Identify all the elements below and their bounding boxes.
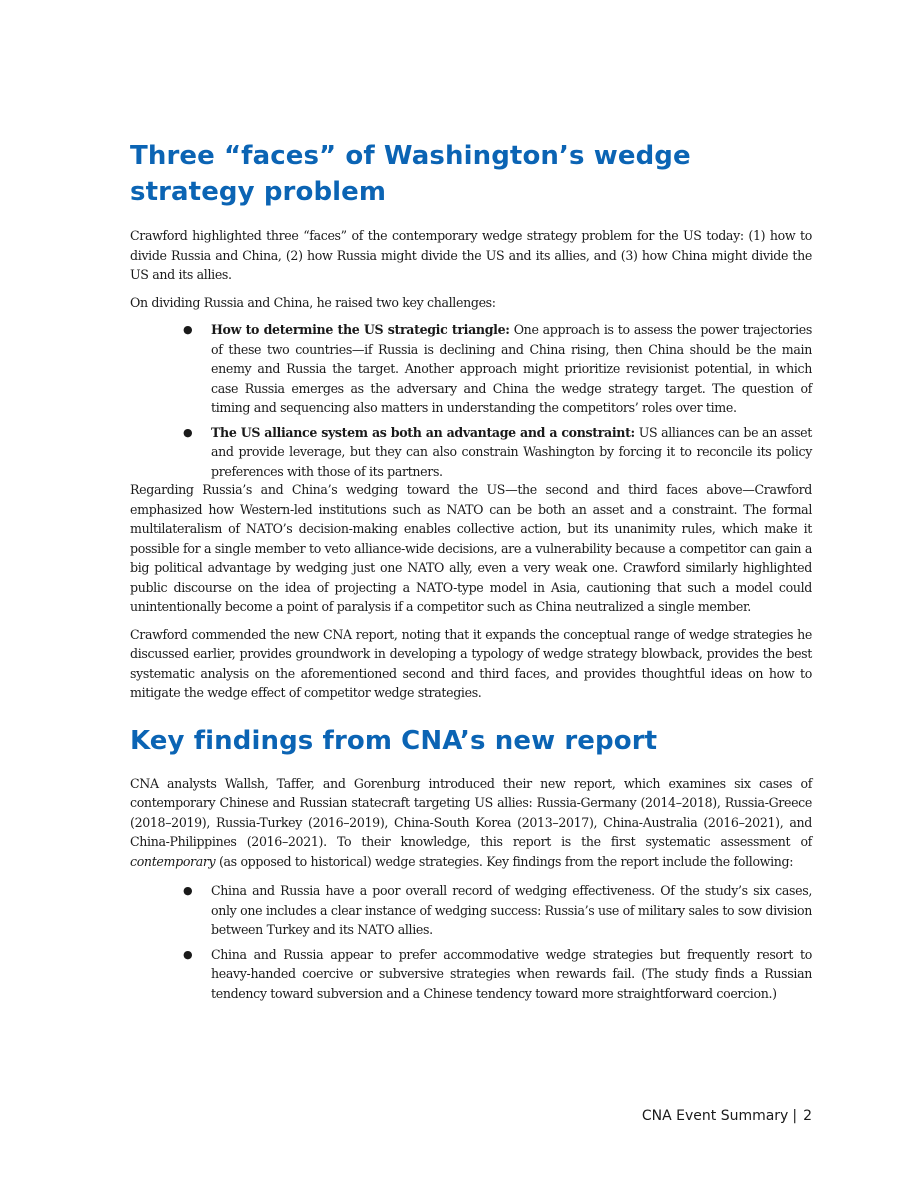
list-item — [183, 423, 812, 482]
paragraph-text: (as opposed to historical) wedge strategies. Key findings from the report include the following: — [215, 853, 794, 869]
bullet-text: China and Russia have a poor overall record of wedging effectiveness. Of the study’s six cases, only one includes a clear instance of wedging success: Russia’s use of military sales to sow division between Turkey and its NATO allies. — [211, 883, 812, 937]
paragraph-text: CNA analysts Wallsh, Taffer, and Gorenburg introduced their new report, which examines six cases of contemporary Chinese and Russian statecraft targeting US allies: Russia-Germany (2014–2018), Russia-Greece (2018–2019), Russia-Turkey (2016–2019), China-South Korea (2013–2017), China-Australia (2016–2021), and China-Philippines (2016–2021). To their knowledge, this report is the first systematic assessment of — [130, 775, 812, 849]
section-heading-three-faces: Three “faces” of Washington’s wedge strategy problem — [130, 141, 691, 207]
footer-separator: | — [792, 1108, 798, 1124]
bullet-list-findings — [130, 881, 812, 1003]
bullet-text: One approach is to assess the power trajectories of these two countries—if Russia is declining and China rising, then China should be the main enemy and Russia the target. Another approach might prioritize revisionist potential, in which case Russia emerges as the adversary and China the wedge strategy target. The question of timing and sequencing also matters in understanding the competitors’ roles over time. — [211, 322, 813, 415]
paragraph-intro: Crawford highlighted three “faces” of the contemporary wedge strategy problem for the US today: (1) how to divide Russia and China, (2) how Russia might divide the US and its allies, and (3) how China might divide the US and its allies. — [130, 228, 812, 282]
bullet-icon: ● — [183, 323, 193, 336]
bullet-list-challenges — [130, 320, 812, 481]
paragraph-analysts — [130, 774, 812, 872]
document-body — [130, 138, 812, 1008]
list-item — [183, 881, 812, 940]
page-footer — [642, 1108, 812, 1124]
bullet-text: US alliances can be an asset and provide leverage, but they can also constrain Washington by forcing it to reconcile its policy preferences with those of its partners. — [211, 424, 812, 479]
bullet-icon: ● — [183, 425, 193, 439]
bullet-icon: ● — [183, 947, 193, 961]
footer-label: CNA Event Summary — [641, 1108, 789, 1124]
paragraph-lead-in: On dividing Russia and China, he raised two key challenges: — [130, 294, 496, 310]
bullet-term: How to determine the US strategic triangle: — [211, 322, 510, 337]
bullet-icon: ● — [183, 884, 193, 897]
paragraph-commended: Crawford commended the new CNA report, noting that it expands the conceptual range of wedge strategies he discussed earlier, provides groundwork in developing a typology of wedge strategy blowback, provides the best systematic analysis on the aforementioned second and third faces, and provides thoughtful ideas on how to mitigate the wedge effect of competitor wedge strategies. — [130, 626, 812, 700]
page-number: 2 — [803, 1108, 812, 1124]
emphasis-text: contemporary — [130, 853, 216, 869]
paragraph-regarding: Regarding Russia’s and China’s wedging toward the US—the second and third faces above—Crawford emphasized how Western-led institutions such as NATO can be both an asset and a constraint. The formal multilateralism of NATO’s decision-making enables collective action, but its unanimity rules, which make it possible for a single member to veto alliance-wide decisions, are a vulnerability because a competitor can gain a big political advantage by wedging just one NATO ally, even a very weak one. Crawford similarly highlighted public discourse on the idea of projecting a NATO-type model in Asia, cautioning that such a model could unintentionally become a point of paralysis if a competitor such as China neutralized a single member. — [130, 482, 812, 614]
bullet-text: China and Russia appear to prefer accommodative wedge strategies but frequently resort to heavy-handed coercive or subversive strategies when rewards fail. (The study finds a Russian tendency toward subversion and a Chinese tendency toward more straightforward coercion.) — [211, 946, 812, 1001]
list-item — [183, 945, 812, 1004]
list-item — [183, 320, 813, 418]
bullet-term: The US alliance system as both an advantage and a constraint: — [211, 424, 635, 440]
section-heading-key-findings: Key findings from CNA’s new report — [130, 725, 658, 756]
